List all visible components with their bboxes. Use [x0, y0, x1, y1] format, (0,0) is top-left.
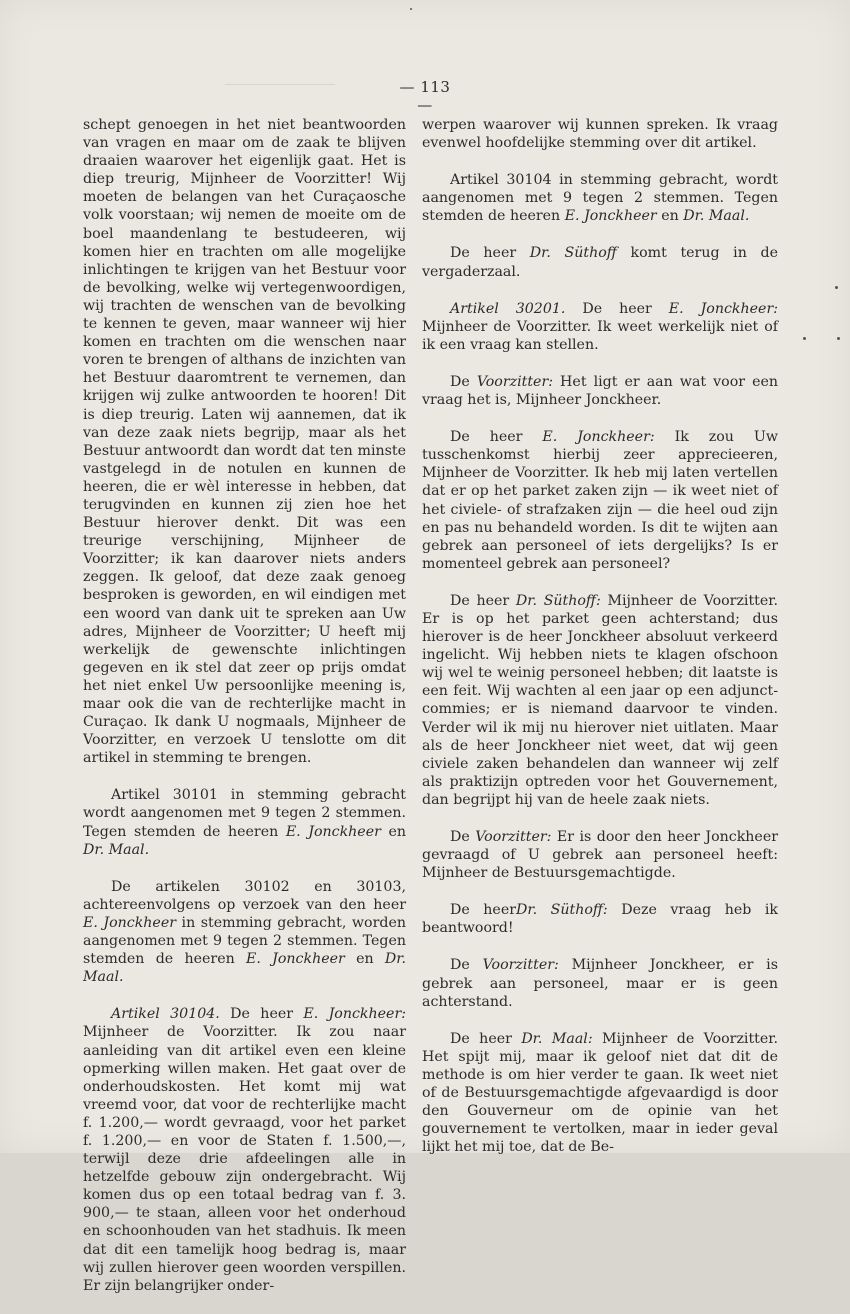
italic-run: E. Jonckheer — [564, 208, 657, 225]
faint-rule — [225, 84, 335, 85]
text-run: De heer — [450, 429, 543, 446]
italic-run: E. Jonckheer — [83, 914, 177, 931]
text-run: werpen waarover wij kunnen spreken. Ik vraag evenwel hoofdelijke stemming over dit artikel. — [422, 117, 778, 152]
page-number: — 113 — — [399, 78, 451, 114]
text-run: Het ligt er aan wat voor een vraag het is, Mijnheer Jonckheer. — [422, 373, 779, 409]
text-run: De — [450, 957, 483, 974]
text-run: De heer — [565, 300, 669, 317]
left-column — [83, 116, 406, 1314]
italic-run: Dr. Süthoff: — [515, 592, 601, 609]
italic-run: Voorzitter: — [482, 957, 559, 974]
italic-run: Artikel 30104. — [111, 1006, 220, 1023]
paragraph — [83, 116, 406, 767]
text-run: De heer — [219, 1006, 304, 1023]
text-run: Deze vraag heb ik beantwoord! — [422, 902, 778, 937]
paragraph — [422, 428, 778, 573]
paper-speck — [803, 337, 806, 340]
text-run: De heer — [450, 902, 517, 919]
text-run: schept genoegen in het niet beantwoorden van vragen en maar om de zaak te blijven draaien waarover het eigenlijk gaat. Het is diep treurig, Mijnheer de Voorzitter! Wij moeten de belangen van het Curaçaosche volk voorstaan; wij nemen de moeite om de boel maandenlang te bestudeeren, wij komen hier en trachten om alle mogelijke inlichtingen te krijgen van het Bestuur voor de bevolking, welke wij vertegenwoordigen, wij trachten de wenschen van de bevolking te kennen te geven, maar wanneer wij hier komen en trachten om die wenschen naar voren te brengen of althans de inzichten van het Bestuur daaromtrent te vernemen, dan krijgen wij zulke antwoorden te hooren! Dit is diep treurig. Laten wij aannemen, dat ik van deze zaak niets begrijp, maar als het Bestuur antwoordt dan wordt dat ten minste vastgelegd in de notulen en kunnen de heeren, die er wèl interesse in hebben, dat terugvinden en kunnen zij zien hoe het Bestuur hierover denkt. Dit was een treurige verschijning, Mijnheer de Voorzitter; ik kan daarover niets anders zeggen. Ik geloof, dat deze zaak genoeg besproken is geworden, en wil eindigen met een woord van dank uit te spreken aan Uw adres, Mijnheer de Voorzitter; U heeft mij werkelijk de gewenschte inlichtingen gegeven en ik stel dat zeer op prijs omdat het niet enkel Uw persoonlijke meening is, maar ook die van de rechterlijke macht in Curaçao. Ik dank U nogmaals, Mijnheer de Voorzitter, en verzoek U tenslotte om dit artikel in stemming te brengen. — [83, 117, 406, 767]
italic-run: Dr. Maal: — [521, 1030, 593, 1047]
text-run: De heer — [450, 245, 530, 262]
italic-run: Voorzitter: — [476, 373, 554, 390]
text-run: De — [450, 829, 476, 845]
italic-run: Dr. Süthoff — [529, 245, 617, 262]
paragraph — [422, 901, 778, 937]
italic-run: E. Jonckheer: — [303, 1006, 407, 1023]
text-run: Er is door den heer Jonckheer gevraagd of U gebrek aan personeel heeft: Mijnheer de Bestuursgemachtigde. — [422, 829, 778, 882]
paragraph — [422, 300, 778, 354]
text-run: Ik zou Uw tusschenkomst hierbij zeer apprecieeren, Mijnheer de Voorzitter. Ik heb mij laten vertellen dat er op het parket zaken zijn — ik weet niet of het civiele- of strafzaken zijn — die heel oud zijn en pas nu behandeld worden. Is dit te wijten aan gebrek aan personeel of iets dergelijks? Is er momenteel gebrek aan personeel? — [422, 429, 778, 572]
right-column — [422, 116, 778, 1175]
italic-run: Voorzitter: — [475, 829, 552, 845]
italic-run: E. Jonckheer — [246, 951, 345, 968]
paper-speck — [837, 337, 840, 340]
paper-speck — [835, 286, 838, 289]
italic-run: E. Jonckheer: — [542, 429, 655, 446]
paragraph — [422, 592, 778, 809]
paper-speck — [410, 8, 412, 10]
paragraph — [83, 786, 406, 858]
paragraph — [422, 828, 778, 882]
text-run: in stemming gebracht, worden aangenomen met 9 tegen 2 stemmen. Tegen stemden de heeren — [83, 914, 406, 968]
text-run: en — [656, 208, 684, 225]
text-run: en — [380, 823, 406, 840]
text-run: Mijnheer de Voorzitter. Ik zou naar aanleiding van dit artikel even een kleine opmerking willen maken. Het gaat over de onderhoudskosten. Het komt mij wat vreemd voor, dat voor de rechterlijke macht f. 1.200,— wordt gevraagd, voor het parket f. 1.200,— en voor de Staten f. 1.500,—, terwijl deze drie afdeelingen alle in hetzelfde gebouw zijn ondergebracht. Wij komen dus op een totaal bedrag van f. 3. 900,— te staan, alleen voor het onderhoud en schoonhouden van het stadhuis. Ik meen dat dit een tamelijk hoog bedrag is, maar wij zullen hierover geen woorden verspillen. Er zijn belangrijker onder- — [83, 1024, 406, 1294]
paragraph — [422, 171, 778, 225]
paragraph — [83, 1005, 406, 1295]
italic-run: E. Jonckheer — [285, 823, 381, 840]
italic-run: Dr. Maal. — [683, 208, 750, 225]
paragraph — [422, 244, 778, 280]
italic-run: Dr. Maal. — [83, 841, 150, 858]
italic-run: Artikel 30201. — [450, 300, 566, 317]
text-run: Artikel 30104 in stemming gebracht, wordt aangenomen met 9 tegen 2 stemmen. Tegen stemden de heeren — [422, 172, 778, 225]
paragraph — [422, 116, 778, 152]
text-run: en — [344, 951, 385, 968]
text-run: De heer — [450, 1030, 522, 1047]
paragraph — [422, 1030, 778, 1157]
text-run: komt terug in de vergaderzaal. — [422, 245, 778, 280]
text-run: De heer — [450, 592, 516, 609]
paragraph — [422, 956, 778, 1010]
italic-run: Dr. Maal. — [83, 951, 407, 986]
text-run: Mijnheer de Voorzitter. Er is op het parket geen achterstand; dus hierover is de heer Jonckheer absoluut verkeerd ingelicht. Wij hebben niets te klagen ofschoon wij wel te weinig personeel hebben; dit laatste is een feit. Wij wachten al een jaar op een adjunct-commies; er is niemand daarvoor te vinden. Verder wil ik mij nu hierover niet uitlaten. Maar als de heer Jonckheer niet weet, dat wij geen civiele zaken behandelen dan wanneer wij zelf als praktizijn optreden voor het Gouvernement, dan begrijpt hij van de heele zaak niets. — [422, 592, 778, 808]
text-run: Mijnheer de Voorzitter. Ik weet werkelijk niet of ik een vraag kan stellen. — [422, 318, 778, 353]
paragraph — [422, 373, 778, 409]
italic-run: E. Jonckheer: — [668, 300, 779, 317]
paragraph — [83, 878, 406, 987]
text-run: Mijnheer de Voorzitter. Het spijt mij, maar ik geloof niet dat dit de methode is om hier verder te gaan. Ik weet niet of de Bestuursgemachtigde afgevaardigd is door den Gouverneur om de opinie van het gouvernement te vertolken, maar in ieder geval lijkt het mij toe, dat de Be- — [422, 1030, 778, 1156]
text-run: De — [450, 373, 477, 390]
text-run: Artikel 30101 in stemming gebracht wordt aangenomen met 9 tegen 2 stemmen. Tegen stemden de heeren — [83, 787, 406, 840]
text-run: De artikelen 30102 en 30103, achtereenvolgens op verzoek van den heer — [83, 878, 406, 913]
italic-run: Dr. Süthoff: — [516, 902, 608, 919]
text-run: Mijnheer Jonckheer, er is gebrek aan personeel, maar er is geen achterstand. — [422, 957, 779, 1010]
